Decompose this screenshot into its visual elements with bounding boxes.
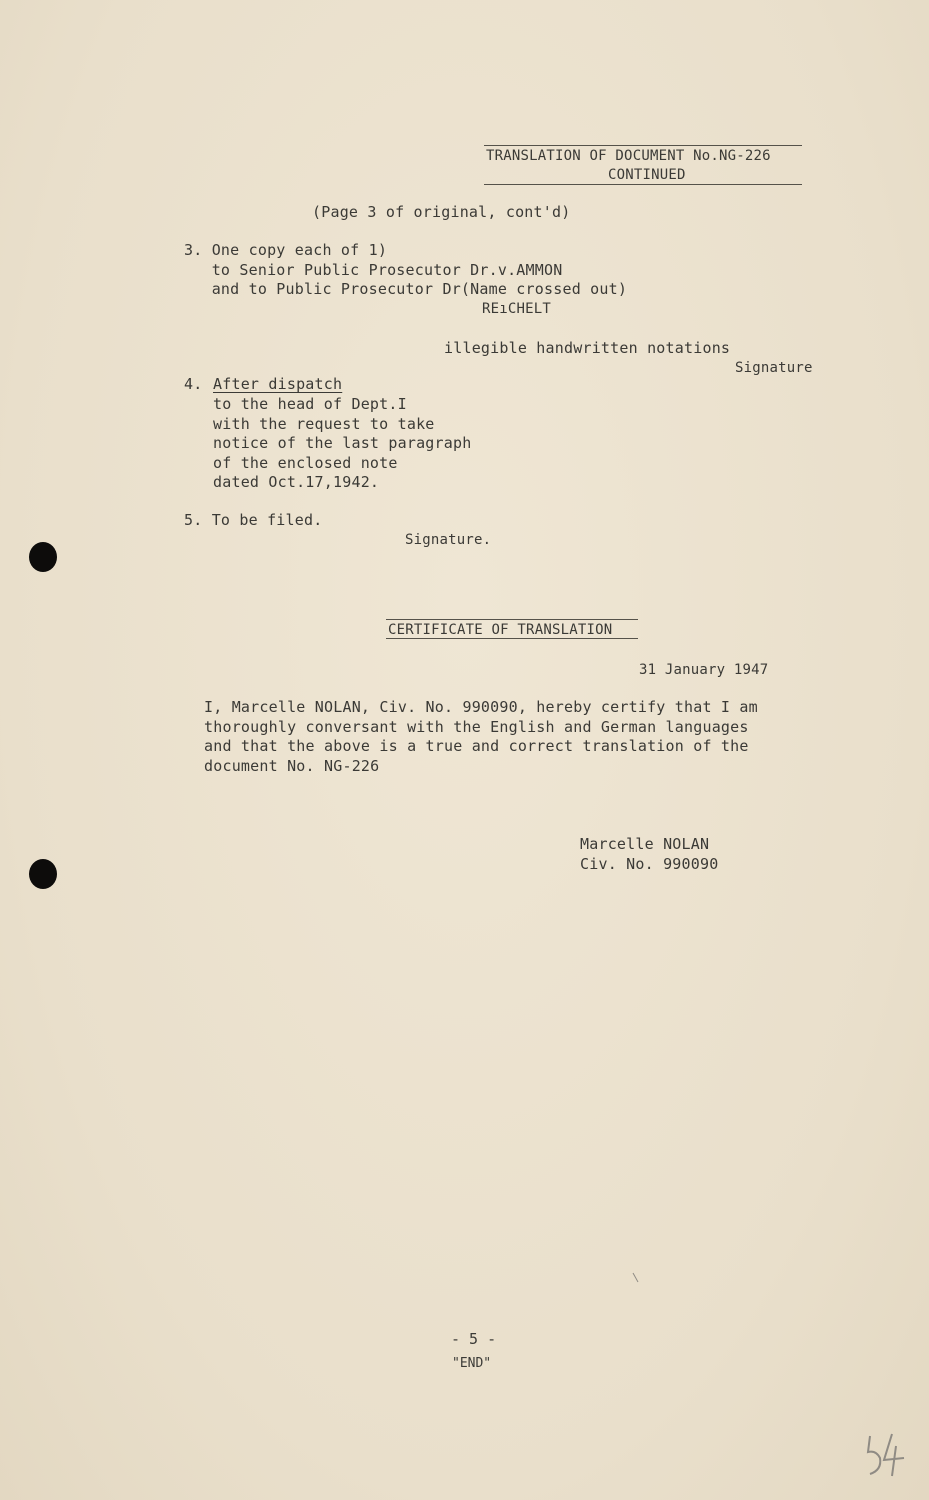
certificate-line: thoroughly conversant with the English and German languages [204,717,749,736]
document-subtitle: CONTINUED [608,167,686,183]
stray-mark [632,1272,640,1284]
item-3-line: and to Public Prosecutor Dr(Name crossed out) [184,280,628,298]
signer-id: Civ. No. 990090 [580,855,719,873]
handwritten-page-mark [862,1430,910,1480]
item-4-number: 4. [184,375,203,393]
item-4-body [213,395,471,493]
signature-label: Signature [735,360,813,376]
page-number: - 5 - [451,1330,497,1348]
item-3 [184,241,627,300]
page-note: (Page 3 of original, cont'd) [312,203,571,221]
end-marker: "END" [452,1356,492,1371]
certificate-date: 31 January 1947 [639,662,769,678]
punch-hole [29,542,57,572]
certificate-title: CERTIFICATE OF TRANSLATION [388,622,613,638]
certificate-line: and that the above is a true and correct translation of the [204,737,749,755]
certificate-body [204,698,758,776]
item-3-line: 3. One copy each of 1) [184,241,388,259]
item-4-line: with the request to take [213,414,435,433]
item-4-line: dated Oct.17,1942. [213,473,380,491]
signer-name: Marcelle NOLAN [580,835,710,853]
signature-label: Signature. [405,532,492,548]
item-5: 5. To be filed. [184,511,323,529]
certificate-line: document No. NG-226 [204,756,380,775]
item-3-name: REıCHELT [482,301,552,317]
punch-hole [29,859,57,889]
item-4-line: of the enclosed note [213,453,398,472]
certificate-line: I, Marcelle NOLAN, Civ. No. 990090, hereby certify that I am [204,698,758,716]
item-3-line: to Senior Public Prosecutor Dr.v.AMMON [184,260,563,279]
certificate-bottom-rule [386,638,638,639]
handwritten-notation-note: illegible handwritten notations [444,339,731,357]
item-4-line: to the head of Dept.I [213,395,407,413]
document-title: TRANSLATION OF DOCUMENT No.NG-226 [486,148,771,164]
item-4-heading: After dispatch [213,375,343,393]
header-bottom-rule [484,184,802,185]
item-4-line: notice of the last paragraph [213,434,472,452]
certificate-top-rule [386,619,638,620]
header-top-rule [484,145,802,146]
